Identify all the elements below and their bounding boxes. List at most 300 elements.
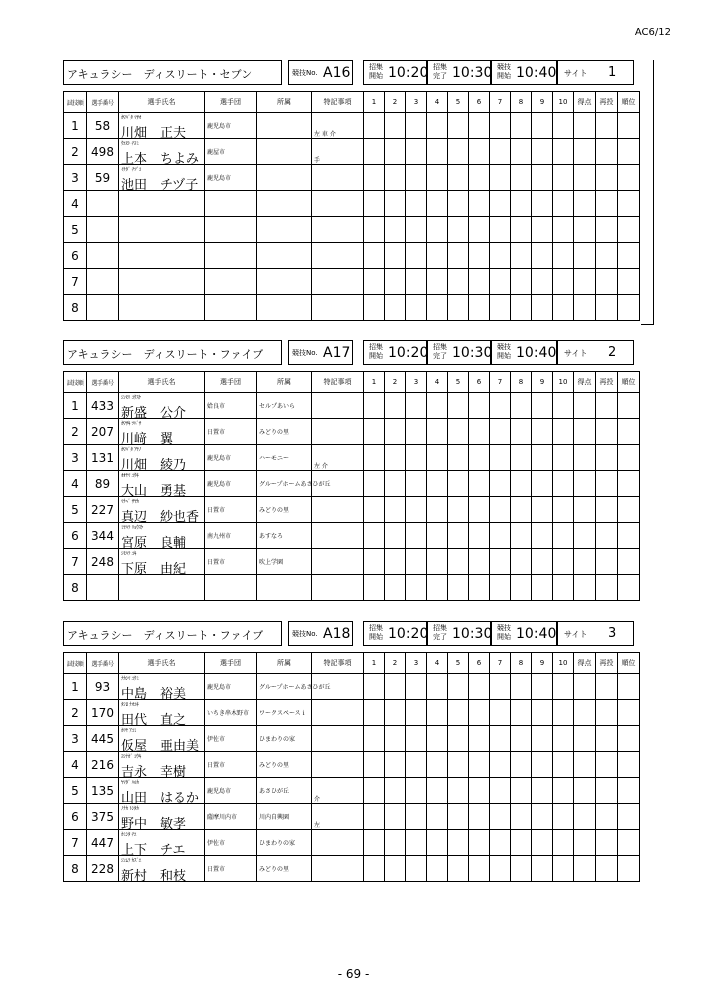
- round-score-cell[interactable]: [385, 726, 406, 752]
- round-score-cell[interactable]: [406, 445, 427, 471]
- round-score-cell[interactable]: [364, 726, 385, 752]
- rethrow-cell[interactable]: [596, 269, 618, 295]
- rank-cell[interactable]: [618, 295, 640, 321]
- round-score-cell[interactable]: [385, 165, 406, 191]
- rank-cell[interactable]: [618, 575, 640, 601]
- rank-cell[interactable]: [618, 269, 640, 295]
- round-score-cell[interactable]: [427, 549, 448, 575]
- round-score-cell[interactable]: [406, 523, 427, 549]
- round-score-cell[interactable]: [490, 523, 511, 549]
- round-score-cell[interactable]: [469, 700, 490, 726]
- round-score-cell[interactable]: [511, 752, 532, 778]
- round-score-cell[interactable]: [469, 393, 490, 419]
- round-score-cell[interactable]: [553, 165, 574, 191]
- round-score-cell[interactable]: [427, 165, 448, 191]
- score-cell[interactable]: [574, 165, 596, 191]
- rethrow-cell[interactable]: [596, 726, 618, 752]
- rethrow-cell[interactable]: [596, 471, 618, 497]
- round-score-cell[interactable]: [427, 139, 448, 165]
- round-score-cell[interactable]: [490, 445, 511, 471]
- round-score-cell[interactable]: [448, 549, 469, 575]
- round-score-cell[interactable]: [553, 523, 574, 549]
- round-score-cell[interactable]: [385, 700, 406, 726]
- round-score-cell[interactable]: [448, 217, 469, 243]
- rank-cell[interactable]: [618, 393, 640, 419]
- score-cell[interactable]: [574, 549, 596, 575]
- round-score-cell[interactable]: [553, 393, 574, 419]
- round-score-cell[interactable]: [553, 700, 574, 726]
- round-score-cell[interactable]: [469, 856, 490, 882]
- rank-cell[interactable]: [618, 549, 640, 575]
- round-score-cell[interactable]: [490, 674, 511, 700]
- score-cell[interactable]: [574, 726, 596, 752]
- round-score-cell[interactable]: [490, 752, 511, 778]
- round-score-cell[interactable]: [364, 113, 385, 139]
- round-score-cell[interactable]: [511, 549, 532, 575]
- rank-cell[interactable]: [618, 497, 640, 523]
- round-score-cell[interactable]: [553, 575, 574, 601]
- round-score-cell[interactable]: [532, 113, 553, 139]
- round-score-cell[interactable]: [427, 243, 448, 269]
- round-score-cell[interactable]: [364, 778, 385, 804]
- round-score-cell[interactable]: [469, 445, 490, 471]
- round-score-cell[interactable]: [385, 471, 406, 497]
- round-score-cell[interactable]: [490, 830, 511, 856]
- round-score-cell[interactable]: [385, 830, 406, 856]
- round-score-cell[interactable]: [553, 445, 574, 471]
- round-score-cell[interactable]: [385, 549, 406, 575]
- round-score-cell[interactable]: [553, 830, 574, 856]
- round-score-cell[interactable]: [490, 165, 511, 191]
- round-score-cell[interactable]: [532, 804, 553, 830]
- round-score-cell[interactable]: [490, 243, 511, 269]
- round-score-cell[interactable]: [511, 445, 532, 471]
- round-score-cell[interactable]: [511, 139, 532, 165]
- round-score-cell[interactable]: [469, 575, 490, 601]
- round-score-cell[interactable]: [406, 700, 427, 726]
- rethrow-cell[interactable]: [596, 674, 618, 700]
- round-score-cell[interactable]: [406, 165, 427, 191]
- rethrow-cell[interactable]: [596, 217, 618, 243]
- round-score-cell[interactable]: [406, 752, 427, 778]
- round-score-cell[interactable]: [406, 726, 427, 752]
- round-score-cell[interactable]: [427, 674, 448, 700]
- rank-cell[interactable]: [618, 243, 640, 269]
- round-score-cell[interactable]: [511, 726, 532, 752]
- round-score-cell[interactable]: [490, 726, 511, 752]
- round-score-cell[interactable]: [385, 778, 406, 804]
- score-cell[interactable]: [574, 523, 596, 549]
- round-score-cell[interactable]: [385, 295, 406, 321]
- round-score-cell[interactable]: [406, 139, 427, 165]
- round-score-cell[interactable]: [427, 471, 448, 497]
- round-score-cell[interactable]: [511, 778, 532, 804]
- round-score-cell[interactable]: [532, 856, 553, 882]
- round-score-cell[interactable]: [511, 856, 532, 882]
- round-score-cell[interactable]: [553, 804, 574, 830]
- rethrow-cell[interactable]: [596, 419, 618, 445]
- round-score-cell[interactable]: [511, 243, 532, 269]
- round-score-cell[interactable]: [469, 752, 490, 778]
- round-score-cell[interactable]: [448, 752, 469, 778]
- rethrow-cell[interactable]: [596, 804, 618, 830]
- round-score-cell[interactable]: [427, 523, 448, 549]
- round-score-cell[interactable]: [553, 471, 574, 497]
- round-score-cell[interactable]: [448, 243, 469, 269]
- round-score-cell[interactable]: [511, 575, 532, 601]
- round-score-cell[interactable]: [469, 295, 490, 321]
- rethrow-cell[interactable]: [596, 139, 618, 165]
- rank-cell[interactable]: [618, 113, 640, 139]
- round-score-cell[interactable]: [364, 674, 385, 700]
- round-score-cell[interactable]: [511, 830, 532, 856]
- round-score-cell[interactable]: [553, 295, 574, 321]
- round-score-cell[interactable]: [448, 445, 469, 471]
- round-score-cell[interactable]: [406, 830, 427, 856]
- score-cell[interactable]: [574, 191, 596, 217]
- score-cell[interactable]: [574, 674, 596, 700]
- round-score-cell[interactable]: [469, 165, 490, 191]
- round-score-cell[interactable]: [532, 393, 553, 419]
- round-score-cell[interactable]: [511, 113, 532, 139]
- round-score-cell[interactable]: [448, 113, 469, 139]
- round-score-cell[interactable]: [448, 139, 469, 165]
- round-score-cell[interactable]: [469, 830, 490, 856]
- round-score-cell[interactable]: [490, 419, 511, 445]
- round-score-cell[interactable]: [364, 523, 385, 549]
- round-score-cell[interactable]: [511, 471, 532, 497]
- round-score-cell[interactable]: [427, 295, 448, 321]
- round-score-cell[interactable]: [406, 113, 427, 139]
- round-score-cell[interactable]: [532, 191, 553, 217]
- round-score-cell[interactable]: [553, 139, 574, 165]
- round-score-cell[interactable]: [427, 113, 448, 139]
- score-cell[interactable]: [574, 419, 596, 445]
- score-cell[interactable]: [574, 778, 596, 804]
- score-cell[interactable]: [574, 804, 596, 830]
- round-score-cell[interactable]: [427, 269, 448, 295]
- round-score-cell[interactable]: [364, 575, 385, 601]
- round-score-cell[interactable]: [469, 269, 490, 295]
- round-score-cell[interactable]: [448, 191, 469, 217]
- round-score-cell[interactable]: [532, 549, 553, 575]
- round-score-cell[interactable]: [553, 549, 574, 575]
- round-score-cell[interactable]: [448, 165, 469, 191]
- score-cell[interactable]: [574, 139, 596, 165]
- rank-cell[interactable]: [618, 523, 640, 549]
- round-score-cell[interactable]: [532, 217, 553, 243]
- round-score-cell[interactable]: [532, 575, 553, 601]
- round-score-cell[interactable]: [553, 497, 574, 523]
- round-score-cell[interactable]: [406, 549, 427, 575]
- round-score-cell[interactable]: [490, 549, 511, 575]
- round-score-cell[interactable]: [490, 217, 511, 243]
- round-score-cell[interactable]: [406, 856, 427, 882]
- round-score-cell[interactable]: [469, 674, 490, 700]
- round-score-cell[interactable]: [385, 269, 406, 295]
- round-score-cell[interactable]: [406, 295, 427, 321]
- round-score-cell[interactable]: [406, 471, 427, 497]
- round-score-cell[interactable]: [448, 778, 469, 804]
- rethrow-cell[interactable]: [596, 700, 618, 726]
- round-score-cell[interactable]: [490, 804, 511, 830]
- round-score-cell[interactable]: [490, 393, 511, 419]
- score-cell[interactable]: [574, 393, 596, 419]
- round-score-cell[interactable]: [427, 752, 448, 778]
- round-score-cell[interactable]: [427, 445, 448, 471]
- round-score-cell[interactable]: [532, 419, 553, 445]
- score-cell[interactable]: [574, 575, 596, 601]
- round-score-cell[interactable]: [448, 269, 469, 295]
- rethrow-cell[interactable]: [596, 295, 618, 321]
- round-score-cell[interactable]: [511, 393, 532, 419]
- round-score-cell[interactable]: [532, 752, 553, 778]
- score-cell[interactable]: [574, 497, 596, 523]
- rank-cell[interactable]: [618, 674, 640, 700]
- rank-cell[interactable]: [618, 778, 640, 804]
- round-score-cell[interactable]: [448, 674, 469, 700]
- rethrow-cell[interactable]: [596, 575, 618, 601]
- rank-cell[interactable]: [618, 139, 640, 165]
- round-score-cell[interactable]: [490, 191, 511, 217]
- round-score-cell[interactable]: [532, 165, 553, 191]
- round-score-cell[interactable]: [364, 830, 385, 856]
- score-cell[interactable]: [574, 113, 596, 139]
- round-score-cell[interactable]: [490, 269, 511, 295]
- round-score-cell[interactable]: [406, 674, 427, 700]
- rethrow-cell[interactable]: [596, 393, 618, 419]
- round-score-cell[interactable]: [406, 419, 427, 445]
- round-score-cell[interactable]: [469, 804, 490, 830]
- round-score-cell[interactable]: [532, 523, 553, 549]
- round-score-cell[interactable]: [553, 778, 574, 804]
- round-score-cell[interactable]: [490, 295, 511, 321]
- rank-cell[interactable]: [618, 471, 640, 497]
- round-score-cell[interactable]: [532, 139, 553, 165]
- round-score-cell[interactable]: [427, 393, 448, 419]
- round-score-cell[interactable]: [406, 217, 427, 243]
- round-score-cell[interactable]: [490, 575, 511, 601]
- rethrow-cell[interactable]: [596, 191, 618, 217]
- rethrow-cell[interactable]: [596, 856, 618, 882]
- round-score-cell[interactable]: [427, 830, 448, 856]
- round-score-cell[interactable]: [385, 445, 406, 471]
- rethrow-cell[interactable]: [596, 778, 618, 804]
- round-score-cell[interactable]: [553, 726, 574, 752]
- round-score-cell[interactable]: [385, 393, 406, 419]
- rank-cell[interactable]: [618, 165, 640, 191]
- round-score-cell[interactable]: [427, 575, 448, 601]
- score-cell[interactable]: [574, 243, 596, 269]
- score-cell[interactable]: [574, 269, 596, 295]
- score-cell[interactable]: [574, 752, 596, 778]
- round-score-cell[interactable]: [553, 419, 574, 445]
- round-score-cell[interactable]: [448, 295, 469, 321]
- round-score-cell[interactable]: [406, 243, 427, 269]
- round-score-cell[interactable]: [490, 778, 511, 804]
- score-cell[interactable]: [574, 830, 596, 856]
- rethrow-cell[interactable]: [596, 523, 618, 549]
- rank-cell[interactable]: [618, 191, 640, 217]
- round-score-cell[interactable]: [490, 856, 511, 882]
- score-cell[interactable]: [574, 445, 596, 471]
- rethrow-cell[interactable]: [596, 113, 618, 139]
- rethrow-cell[interactable]: [596, 165, 618, 191]
- round-score-cell[interactable]: [364, 139, 385, 165]
- round-score-cell[interactable]: [553, 752, 574, 778]
- rank-cell[interactable]: [618, 804, 640, 830]
- rethrow-cell[interactable]: [596, 445, 618, 471]
- round-score-cell[interactable]: [427, 726, 448, 752]
- rethrow-cell[interactable]: [596, 243, 618, 269]
- round-score-cell[interactable]: [385, 575, 406, 601]
- rank-cell[interactable]: [618, 752, 640, 778]
- round-score-cell[interactable]: [511, 295, 532, 321]
- round-score-cell[interactable]: [427, 217, 448, 243]
- round-score-cell[interactable]: [385, 217, 406, 243]
- round-score-cell[interactable]: [553, 217, 574, 243]
- score-cell[interactable]: [574, 700, 596, 726]
- round-score-cell[interactable]: [532, 497, 553, 523]
- rank-cell[interactable]: [618, 830, 640, 856]
- round-score-cell[interactable]: [385, 243, 406, 269]
- round-score-cell[interactable]: [364, 419, 385, 445]
- round-score-cell[interactable]: [532, 726, 553, 752]
- round-score-cell[interactable]: [511, 419, 532, 445]
- round-score-cell[interactable]: [385, 497, 406, 523]
- round-score-cell[interactable]: [532, 830, 553, 856]
- round-score-cell[interactable]: [532, 471, 553, 497]
- round-score-cell[interactable]: [469, 139, 490, 165]
- round-score-cell[interactable]: [385, 191, 406, 217]
- score-cell[interactable]: [574, 471, 596, 497]
- round-score-cell[interactable]: [469, 471, 490, 497]
- round-score-cell[interactable]: [427, 191, 448, 217]
- rank-cell[interactable]: [618, 700, 640, 726]
- rethrow-cell[interactable]: [596, 497, 618, 523]
- round-score-cell[interactable]: [364, 393, 385, 419]
- round-score-cell[interactable]: [469, 217, 490, 243]
- round-score-cell[interactable]: [511, 700, 532, 726]
- round-score-cell[interactable]: [427, 700, 448, 726]
- round-score-cell[interactable]: [553, 269, 574, 295]
- round-score-cell[interactable]: [448, 830, 469, 856]
- round-score-cell[interactable]: [469, 778, 490, 804]
- round-score-cell[interactable]: [364, 804, 385, 830]
- rethrow-cell[interactable]: [596, 752, 618, 778]
- round-score-cell[interactable]: [385, 752, 406, 778]
- round-score-cell[interactable]: [448, 497, 469, 523]
- round-score-cell[interactable]: [553, 243, 574, 269]
- score-cell[interactable]: [574, 856, 596, 882]
- round-score-cell[interactable]: [448, 575, 469, 601]
- round-score-cell[interactable]: [511, 191, 532, 217]
- round-score-cell[interactable]: [511, 269, 532, 295]
- round-score-cell[interactable]: [427, 856, 448, 882]
- round-score-cell[interactable]: [469, 726, 490, 752]
- round-score-cell[interactable]: [427, 497, 448, 523]
- round-score-cell[interactable]: [448, 700, 469, 726]
- rank-cell[interactable]: [618, 419, 640, 445]
- round-score-cell[interactable]: [469, 497, 490, 523]
- round-score-cell[interactable]: [364, 243, 385, 269]
- round-score-cell[interactable]: [364, 497, 385, 523]
- round-score-cell[interactable]: [364, 165, 385, 191]
- round-score-cell[interactable]: [490, 700, 511, 726]
- round-score-cell[interactable]: [385, 523, 406, 549]
- round-score-cell[interactable]: [532, 269, 553, 295]
- round-score-cell[interactable]: [553, 191, 574, 217]
- round-score-cell[interactable]: [511, 523, 532, 549]
- round-score-cell[interactable]: [553, 856, 574, 882]
- round-score-cell[interactable]: [511, 217, 532, 243]
- round-score-cell[interactable]: [469, 419, 490, 445]
- round-score-cell[interactable]: [406, 269, 427, 295]
- round-score-cell[interactable]: [427, 804, 448, 830]
- rank-cell[interactable]: [618, 217, 640, 243]
- round-score-cell[interactable]: [490, 113, 511, 139]
- round-score-cell[interactable]: [427, 419, 448, 445]
- score-cell[interactable]: [574, 295, 596, 321]
- round-score-cell[interactable]: [364, 269, 385, 295]
- round-score-cell[interactable]: [469, 243, 490, 269]
- round-score-cell[interactable]: [385, 419, 406, 445]
- round-score-cell[interactable]: [490, 139, 511, 165]
- round-score-cell[interactable]: [511, 674, 532, 700]
- round-score-cell[interactable]: [448, 471, 469, 497]
- round-score-cell[interactable]: [490, 471, 511, 497]
- round-score-cell[interactable]: [532, 445, 553, 471]
- rank-cell[interactable]: [618, 445, 640, 471]
- round-score-cell[interactable]: [385, 139, 406, 165]
- round-score-cell[interactable]: [532, 243, 553, 269]
- round-score-cell[interactable]: [448, 523, 469, 549]
- round-score-cell[interactable]: [448, 804, 469, 830]
- round-score-cell[interactable]: [385, 856, 406, 882]
- round-score-cell[interactable]: [511, 804, 532, 830]
- round-score-cell[interactable]: [385, 113, 406, 139]
- round-score-cell[interactable]: [448, 856, 469, 882]
- round-score-cell[interactable]: [406, 393, 427, 419]
- round-score-cell[interactable]: [532, 674, 553, 700]
- round-score-cell[interactable]: [385, 804, 406, 830]
- round-score-cell[interactable]: [364, 700, 385, 726]
- round-score-cell[interactable]: [448, 393, 469, 419]
- round-score-cell[interactable]: [469, 549, 490, 575]
- rank-cell[interactable]: [618, 726, 640, 752]
- round-score-cell[interactable]: [490, 497, 511, 523]
- round-score-cell[interactable]: [532, 700, 553, 726]
- round-score-cell[interactable]: [448, 726, 469, 752]
- round-score-cell[interactable]: [364, 191, 385, 217]
- round-score-cell[interactable]: [406, 191, 427, 217]
- round-score-cell[interactable]: [406, 497, 427, 523]
- round-score-cell[interactable]: [364, 217, 385, 243]
- round-score-cell[interactable]: [532, 295, 553, 321]
- round-score-cell[interactable]: [364, 752, 385, 778]
- rank-cell[interactable]: [618, 856, 640, 882]
- round-score-cell[interactable]: [406, 778, 427, 804]
- score-cell[interactable]: [574, 217, 596, 243]
- round-score-cell[interactable]: [406, 804, 427, 830]
- round-score-cell[interactable]: [469, 523, 490, 549]
- round-score-cell[interactable]: [385, 674, 406, 700]
- round-score-cell[interactable]: [364, 856, 385, 882]
- round-score-cell[interactable]: [364, 549, 385, 575]
- round-score-cell[interactable]: [532, 778, 553, 804]
- round-score-cell[interactable]: [469, 113, 490, 139]
- rethrow-cell[interactable]: [596, 549, 618, 575]
